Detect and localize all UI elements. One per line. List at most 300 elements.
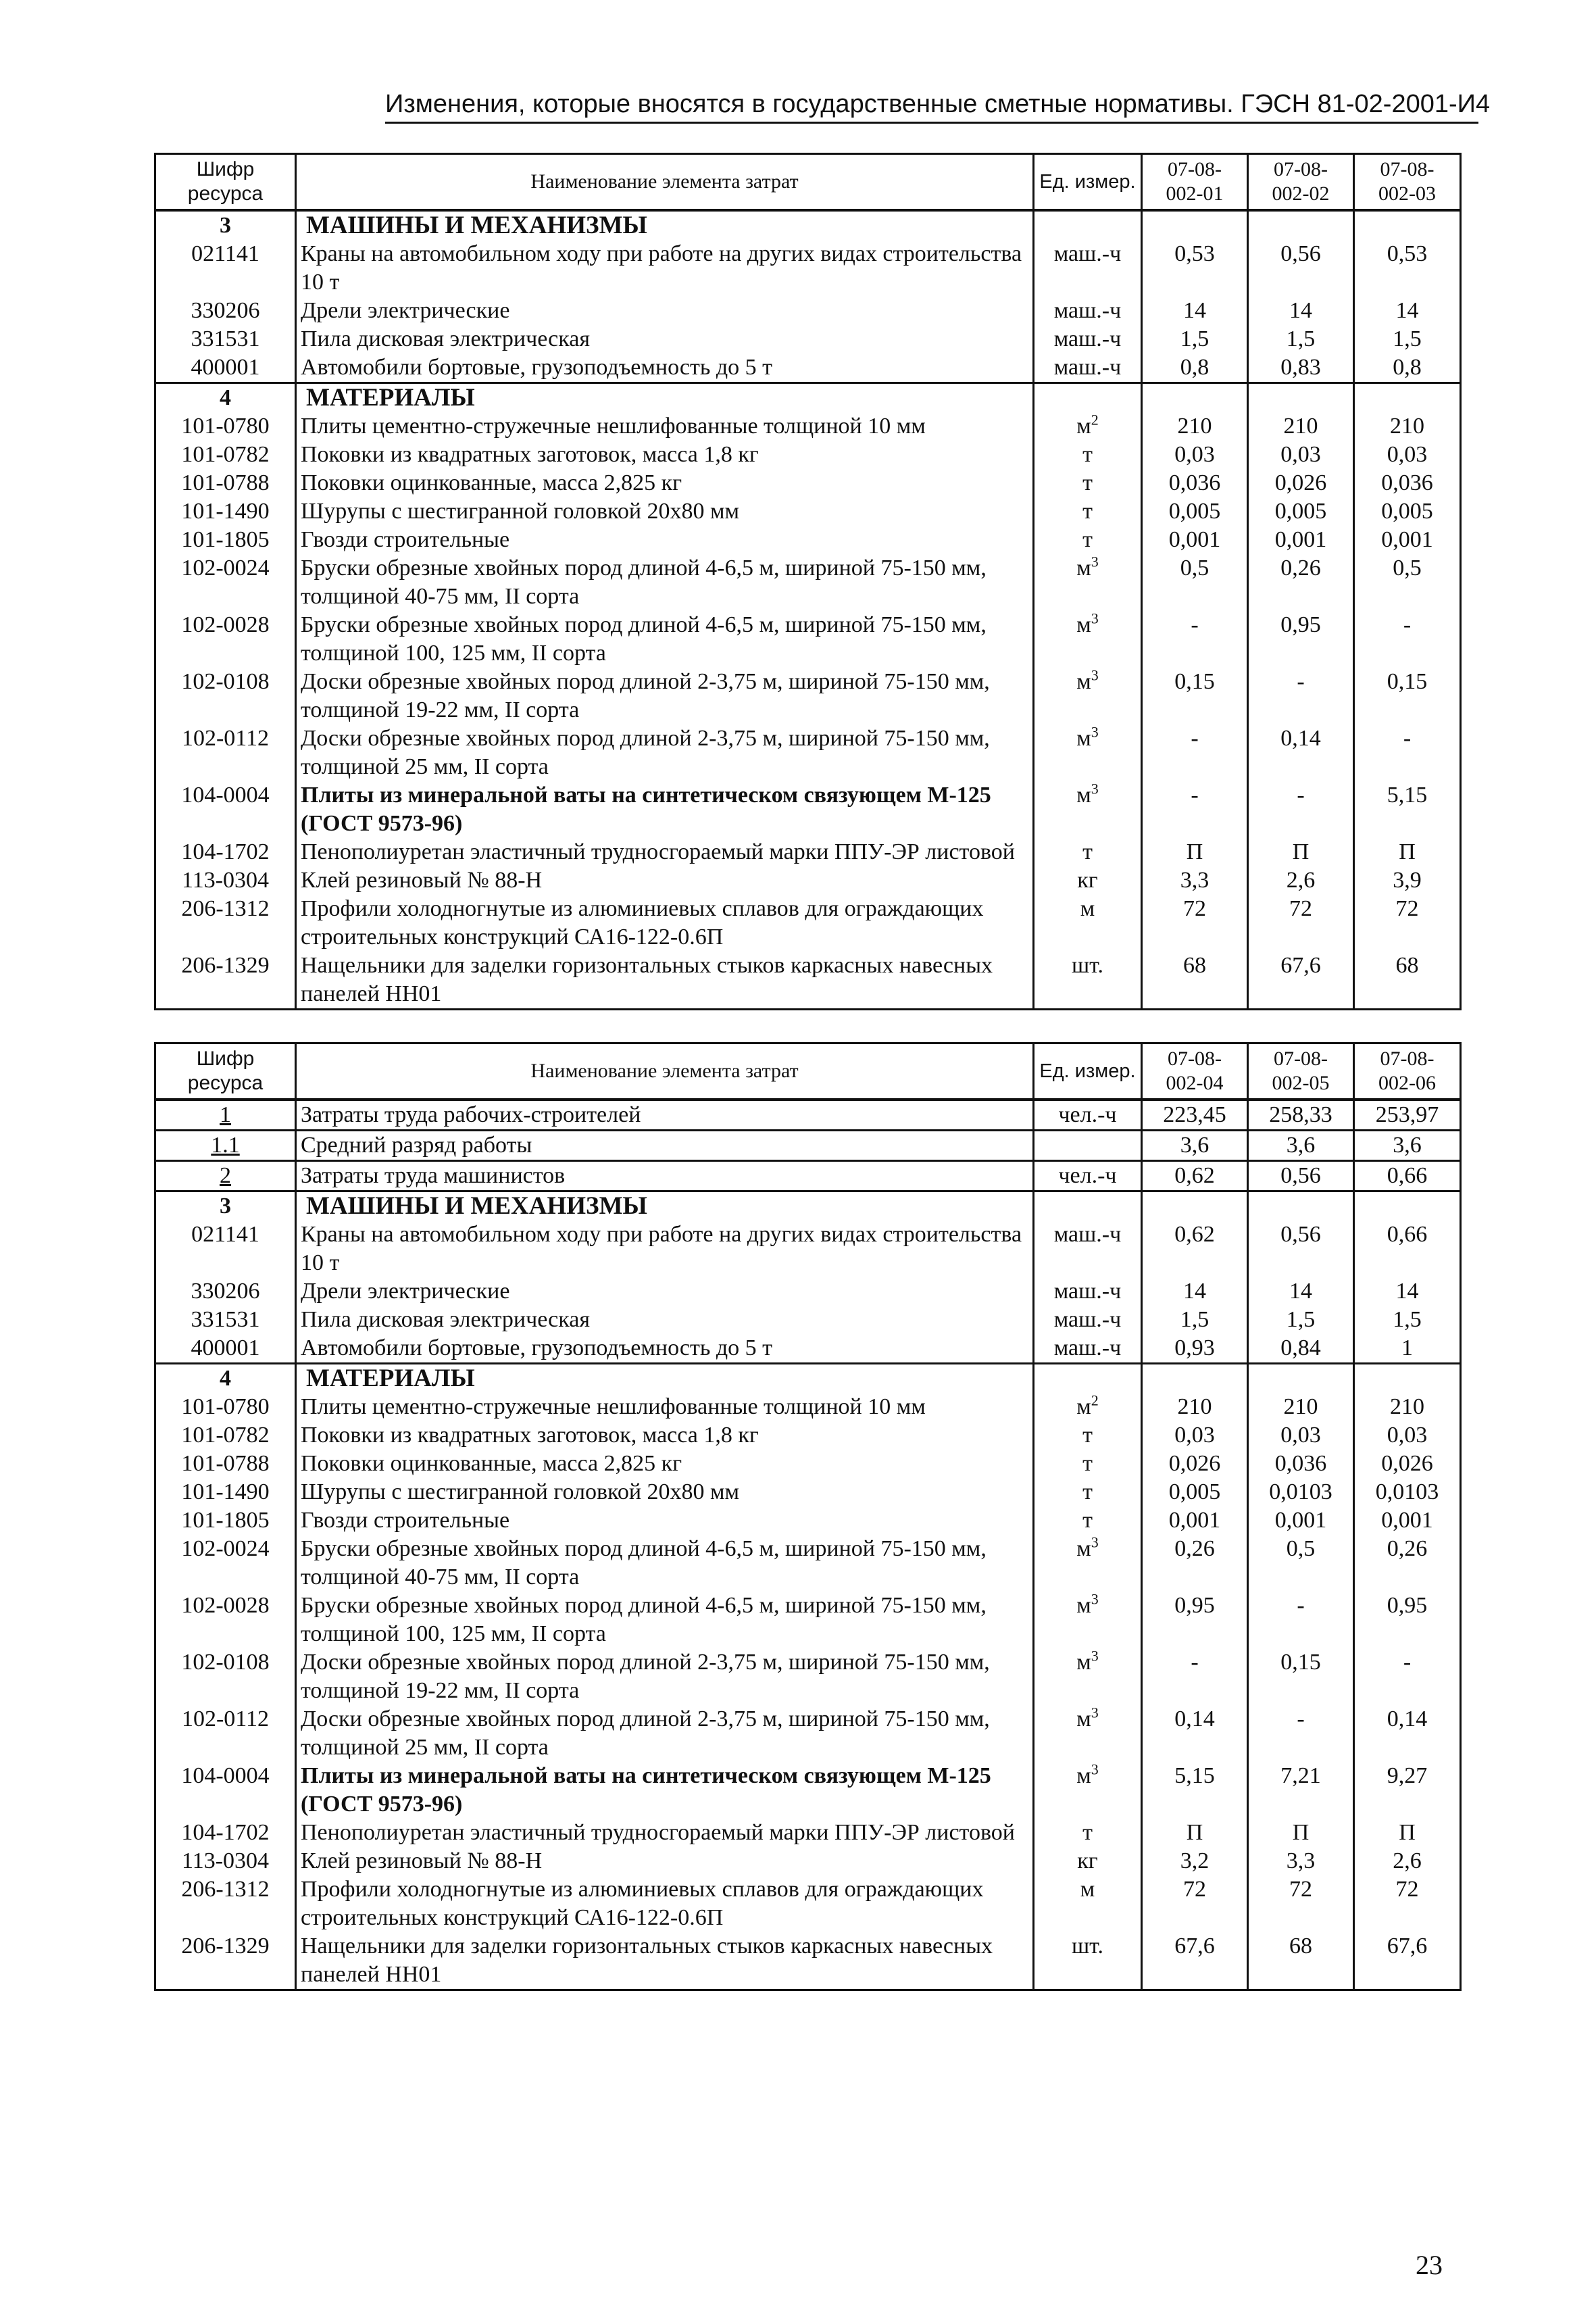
col-norm-header: 07-08- 002-06 bbox=[1354, 1043, 1461, 1100]
table-row bbox=[155, 724, 1461, 781]
section-row bbox=[155, 1364, 1461, 1394]
table-row bbox=[155, 1161, 1461, 1191]
unit-of-measure: т bbox=[1034, 526, 1142, 554]
table-row bbox=[155, 1705, 1461, 1762]
norm-value: 0,03 bbox=[1354, 441, 1461, 469]
norm-value: 0,56 bbox=[1248, 240, 1354, 297]
table-row bbox=[155, 1535, 1461, 1592]
norm-value: 1,5 bbox=[1354, 1306, 1461, 1334]
resource-code: 021141 bbox=[155, 240, 296, 297]
section-row bbox=[155, 1191, 1461, 1221]
norm-value: 72 bbox=[1354, 1875, 1461, 1932]
unit-of-measure: чел.-ч bbox=[1034, 1100, 1142, 1131]
table-header bbox=[155, 154, 1461, 211]
norm-value: 68 bbox=[1354, 952, 1461, 1010]
table-row bbox=[155, 866, 1461, 895]
norm-value: - bbox=[1354, 1648, 1461, 1705]
norm-value: 0,8 bbox=[1142, 353, 1248, 383]
unit-of-measure: чел.-ч bbox=[1034, 1161, 1142, 1191]
table-row bbox=[155, 412, 1461, 441]
cost-element-name: Бруски обрезные хвойных пород длиной 4-6,5 м, шириной 75-150 мм, толщиной 40-75 мм, II сорта bbox=[296, 554, 1034, 611]
cost-element-name: Плиты из минеральной ваты на синтетическом связующем М-125 (ГОСТ 9573-96) bbox=[296, 1762, 1034, 1819]
norm-value: 210 bbox=[1248, 412, 1354, 441]
cost-element-name: Плиты цементно-стружечные нешлифованные толщиной 10 мм bbox=[296, 1393, 1034, 1421]
col-code-header: Шифр ресурса bbox=[155, 1043, 296, 1100]
section-title: МАТЕРИАЛЫ bbox=[296, 383, 1034, 413]
norm-value: 3,3 bbox=[1248, 1847, 1354, 1875]
cost-element-name: Доски обрезные хвойных пород длиной 2-3,75 м, шириной 75-150 мм, толщиной 25 мм, II сорта bbox=[296, 724, 1034, 781]
cost-element-name: Автомобили бортовые, грузоподъемность до 5 т bbox=[296, 353, 1034, 383]
cost-element-name: Гвозди строительные bbox=[296, 1506, 1034, 1535]
resource-code: 102-0108 bbox=[155, 1648, 296, 1705]
norm-value: 0,03 bbox=[1248, 1421, 1354, 1450]
norm-value: 0,84 bbox=[1248, 1334, 1354, 1364]
resource-code: 101-0788 bbox=[155, 1450, 296, 1478]
table-row bbox=[155, 297, 1461, 325]
table-row bbox=[155, 526, 1461, 554]
unit-of-measure: т bbox=[1034, 469, 1142, 497]
norm-value: 14 bbox=[1354, 297, 1461, 325]
cost-element-name: Плиты из минеральной ваты на синтетическом связующем М-125 (ГОСТ 9573-96) bbox=[296, 781, 1034, 838]
norm-value bbox=[1142, 383, 1248, 413]
norm-value: - bbox=[1354, 724, 1461, 781]
norm-value: 68 bbox=[1248, 1932, 1354, 1990]
table-row bbox=[155, 1875, 1461, 1932]
norm-value: 14 bbox=[1354, 1277, 1461, 1306]
norm-value bbox=[1248, 383, 1354, 413]
norm-value: - bbox=[1142, 1648, 1248, 1705]
cost-element-name: Дрели электрические bbox=[296, 1277, 1034, 1306]
unit-of-measure bbox=[1034, 1131, 1142, 1161]
norm-value: 3,6 bbox=[1248, 1131, 1354, 1161]
resource-table-1 bbox=[154, 153, 1462, 1010]
col-norm-header: 07-08- 002-04 bbox=[1142, 1043, 1248, 1100]
norm-value: 14 bbox=[1248, 1277, 1354, 1306]
table-body bbox=[155, 1100, 1461, 1990]
norm-value: П bbox=[1248, 1819, 1354, 1847]
norm-value: 0,001 bbox=[1142, 526, 1248, 554]
norm-value: 0,001 bbox=[1354, 1506, 1461, 1535]
norm-value: 0,005 bbox=[1354, 497, 1461, 526]
table-row bbox=[155, 353, 1461, 383]
table-row bbox=[155, 1819, 1461, 1847]
norm-value: 0,15 bbox=[1354, 668, 1461, 724]
resource-code: 101-0780 bbox=[155, 1393, 296, 1421]
table-row bbox=[155, 325, 1461, 353]
norm-value: - bbox=[1142, 724, 1248, 781]
unit-of-measure: кг bbox=[1034, 866, 1142, 895]
unit-of-measure: т bbox=[1034, 1450, 1142, 1478]
unit-of-measure: шт. bbox=[1034, 952, 1142, 1010]
norm-value: 0,036 bbox=[1248, 1450, 1354, 1478]
norm-value: 1,5 bbox=[1142, 1306, 1248, 1334]
norm-value: 1,5 bbox=[1354, 325, 1461, 353]
norm-value: 72 bbox=[1142, 1875, 1248, 1932]
resource-code: 4 bbox=[155, 1364, 296, 1394]
norm-value bbox=[1248, 210, 1354, 240]
unit-of-measure: $м^2$ bbox=[1034, 412, 1142, 441]
resource-code: 331531 bbox=[155, 325, 296, 353]
unit-of-measure: т bbox=[1034, 1478, 1142, 1506]
cost-element-name: Поковки оцинкованные, масса 2,825 кг bbox=[296, 469, 1034, 497]
norm-value: 72 bbox=[1248, 895, 1354, 952]
resource-code: 101-0782 bbox=[155, 441, 296, 469]
norm-value: 210 bbox=[1354, 1393, 1461, 1421]
table-row bbox=[155, 1648, 1461, 1705]
norm-value: - bbox=[1248, 1592, 1354, 1648]
cost-element-name: Дрели электрические bbox=[296, 297, 1034, 325]
col-norm-header: 07-08- 002-02 bbox=[1248, 154, 1354, 211]
col-norm-header: 07-08- 002-03 bbox=[1354, 154, 1461, 211]
norm-value bbox=[1248, 1364, 1354, 1394]
cost-element-name: Поковки из квадратных заготовок, масса 1,8 кг bbox=[296, 441, 1034, 469]
norm-value: 0,026 bbox=[1142, 1450, 1248, 1478]
col-norm-header: 07-08- 002-05 bbox=[1248, 1043, 1354, 1100]
norm-value: 0,66 bbox=[1354, 1161, 1461, 1191]
norm-value: 0,95 bbox=[1248, 611, 1354, 668]
norm-value: 0,03 bbox=[1142, 1421, 1248, 1450]
resource-code: 206-1312 bbox=[155, 1875, 296, 1932]
section-title: МАШИНЫ И МЕХАНИЗМЫ bbox=[296, 1191, 1034, 1221]
table-row bbox=[155, 611, 1461, 668]
norm-value: 0,036 bbox=[1354, 469, 1461, 497]
norm-value: 72 bbox=[1248, 1875, 1354, 1932]
unit-of-measure bbox=[1034, 1191, 1142, 1221]
unit-of-measure: $м^3$ bbox=[1034, 1705, 1142, 1762]
unit-of-measure: $м^3$ bbox=[1034, 781, 1142, 838]
norm-value: 0,83 bbox=[1248, 353, 1354, 383]
resource-code: 1 bbox=[155, 1100, 296, 1131]
norm-value: 0,036 bbox=[1142, 469, 1248, 497]
norm-value: 3,3 bbox=[1142, 866, 1248, 895]
resource-code: 104-0004 bbox=[155, 1762, 296, 1819]
col-code-header: Шифр ресурса bbox=[155, 154, 296, 211]
norm-value: П bbox=[1354, 1819, 1461, 1847]
resource-code: 101-1490 bbox=[155, 1478, 296, 1506]
cost-element-name: Поковки оцинкованные, масса 2,825 кг bbox=[296, 1450, 1034, 1478]
norm-value: 3,6 bbox=[1354, 1131, 1461, 1161]
resource-code: 3 bbox=[155, 210, 296, 240]
table-row bbox=[155, 1306, 1461, 1334]
cost-element-name: Бруски обрезные хвойных пород длиной 4-6,5 м, шириной 75-150 мм, толщиной 40-75 мм, II сорта bbox=[296, 1535, 1034, 1592]
norm-value: 0,53 bbox=[1142, 240, 1248, 297]
cost-element-name: Автомобили бортовые, грузоподъемность до 5 т bbox=[296, 1334, 1034, 1364]
resource-code: 4 bbox=[155, 383, 296, 413]
col-unit-header: Ед. измер. bbox=[1034, 1043, 1142, 1100]
norm-value: 0,026 bbox=[1354, 1450, 1461, 1478]
norm-value bbox=[1142, 1191, 1248, 1221]
norm-value: П bbox=[1142, 838, 1248, 866]
table-header bbox=[155, 1043, 1461, 1100]
page-number: 23 bbox=[1416, 2250, 1443, 2280]
unit-of-measure: $м^3$ bbox=[1034, 1762, 1142, 1819]
norm-value: 2,6 bbox=[1248, 866, 1354, 895]
resource-table-2 bbox=[154, 1042, 1462, 1991]
page-header: Изменения, которые вносятся в государственные сметные нормативы. ГЭСН 81-02-2001-И4 bbox=[385, 90, 1491, 118]
unit-of-measure: $м^2$ bbox=[1034, 1393, 1142, 1421]
norm-value: 7,21 bbox=[1248, 1762, 1354, 1819]
table-row bbox=[155, 838, 1461, 866]
norm-value: 0,8 bbox=[1354, 353, 1461, 383]
norm-value: 253,97 bbox=[1354, 1100, 1461, 1131]
resource-code: 113-0304 bbox=[155, 866, 296, 895]
cost-element-name: Гвозди строительные bbox=[296, 526, 1034, 554]
norm-value bbox=[1142, 1364, 1248, 1394]
norm-value: 0,15 bbox=[1248, 1648, 1354, 1705]
resource-code: 102-0028 bbox=[155, 1592, 296, 1648]
unit-of-measure: маш.-ч bbox=[1034, 240, 1142, 297]
norm-value: 0,001 bbox=[1248, 1506, 1354, 1535]
table-row bbox=[155, 1450, 1461, 1478]
unit-of-measure: маш.-ч bbox=[1034, 1306, 1142, 1334]
norm-value: 68 bbox=[1142, 952, 1248, 1010]
unit-of-measure bbox=[1034, 383, 1142, 413]
table-row bbox=[155, 1131, 1461, 1161]
cost-element-name: Затраты труда рабочих-строителей bbox=[296, 1100, 1034, 1131]
norm-value: 0,56 bbox=[1248, 1161, 1354, 1191]
cost-element-name: Профили холодногнутые из алюминиевых сплавов для ограждающих строительных конструкций СА16-122-0.6П bbox=[296, 1875, 1034, 1932]
unit-of-measure: т bbox=[1034, 1506, 1142, 1535]
norm-value bbox=[1354, 210, 1461, 240]
norm-value: - bbox=[1248, 781, 1354, 838]
norm-value: 0,62 bbox=[1142, 1221, 1248, 1277]
norm-value bbox=[1248, 1191, 1354, 1221]
resource-code: 101-0780 bbox=[155, 412, 296, 441]
resource-code: 400001 bbox=[155, 353, 296, 383]
unit-of-measure: кг bbox=[1034, 1847, 1142, 1875]
unit-of-measure: $м^3$ bbox=[1034, 554, 1142, 611]
cost-element-name: Пенополиуретан эластичный трудносгораемый марки ППУ-ЭР листовой bbox=[296, 1819, 1034, 1847]
unit-of-measure: м bbox=[1034, 1875, 1142, 1932]
table-row bbox=[155, 469, 1461, 497]
table-row bbox=[155, 1277, 1461, 1306]
norm-value: 210 bbox=[1248, 1393, 1354, 1421]
norm-value: 67,6 bbox=[1248, 952, 1354, 1010]
norm-value: 0,026 bbox=[1248, 469, 1354, 497]
norm-value: 14 bbox=[1142, 1277, 1248, 1306]
norm-value: 2,6 bbox=[1354, 1847, 1461, 1875]
norm-value: 0,0103 bbox=[1354, 1478, 1461, 1506]
cost-element-name: Профили холодногнутые из алюминиевых сплавов для ограждающих строительных конструкций СА16-122-0.6П bbox=[296, 895, 1034, 952]
norm-value bbox=[1354, 1191, 1461, 1221]
norm-value: П bbox=[1354, 838, 1461, 866]
norm-value: 3,9 bbox=[1354, 866, 1461, 895]
norm-value: 0,5 bbox=[1248, 1535, 1354, 1592]
cost-element-name: Шурупы с шестигранной головкой 20х80 мм bbox=[296, 1478, 1034, 1506]
norm-value: 1,5 bbox=[1248, 1306, 1354, 1334]
cost-element-name: Бруски обрезные хвойных пород длиной 4-6,5 м, шириной 75-150 мм, толщиной 100, 125 мм, II сорта bbox=[296, 1592, 1034, 1648]
norm-value: 67,6 bbox=[1354, 1932, 1461, 1990]
resource-code: 104-1702 bbox=[155, 838, 296, 866]
resource-code: 113-0304 bbox=[155, 1847, 296, 1875]
norm-value: 258,33 bbox=[1248, 1100, 1354, 1131]
cost-element-name: Краны на автомобильном ходу при работе на других видах строительства 10 т bbox=[296, 1221, 1034, 1277]
cost-element-name: Клей резиновый № 88-Н bbox=[296, 866, 1034, 895]
resource-code: 206-1329 bbox=[155, 952, 296, 1010]
table-row bbox=[155, 497, 1461, 526]
section-row bbox=[155, 383, 1461, 413]
table-row bbox=[155, 1334, 1461, 1364]
unit-of-measure bbox=[1034, 210, 1142, 240]
norm-value: 0,03 bbox=[1354, 1421, 1461, 1450]
table-row bbox=[155, 1221, 1461, 1277]
norm-value: 0,95 bbox=[1142, 1592, 1248, 1648]
norm-value bbox=[1354, 1364, 1461, 1394]
norm-value: 67,6 bbox=[1142, 1932, 1248, 1990]
unit-of-measure: $м^3$ bbox=[1034, 1592, 1142, 1648]
norm-value: - bbox=[1142, 781, 1248, 838]
table-row bbox=[155, 240, 1461, 297]
resource-code: 102-0108 bbox=[155, 668, 296, 724]
norm-value bbox=[1142, 210, 1248, 240]
unit-of-measure: маш.-ч bbox=[1034, 1334, 1142, 1364]
table-row bbox=[155, 1100, 1461, 1131]
cost-element-name: Поковки из квадратных заготовок, масса 1,8 кг bbox=[296, 1421, 1034, 1450]
unit-of-measure: маш.-ч bbox=[1034, 353, 1142, 383]
norm-value: 3,6 bbox=[1142, 1131, 1248, 1161]
norm-value: 0,93 bbox=[1142, 1334, 1248, 1364]
norm-value: 1 bbox=[1354, 1334, 1461, 1364]
norm-value: 0,001 bbox=[1354, 526, 1461, 554]
norm-value: - bbox=[1354, 611, 1461, 668]
col-name-header: Наименование элемента затрат bbox=[296, 154, 1034, 211]
cost-element-name: Доски обрезные хвойных пород длиной 2-3,75 м, шириной 75-150 мм, толщиной 19-22 мм, II сорта bbox=[296, 1648, 1034, 1705]
resource-code: 101-0782 bbox=[155, 1421, 296, 1450]
resource-code: 101-1490 bbox=[155, 497, 296, 526]
resource-code: 3 bbox=[155, 1191, 296, 1221]
resource-code: 101-0788 bbox=[155, 469, 296, 497]
cost-element-name: Нащельники для заделки горизонтальных стыков каркасных навесных панелей НН01 bbox=[296, 1932, 1034, 1990]
norm-value: 5,15 bbox=[1354, 781, 1461, 838]
resource-code: 206-1329 bbox=[155, 1932, 296, 1990]
resource-code: 330206 bbox=[155, 1277, 296, 1306]
unit-of-measure: т bbox=[1034, 1819, 1142, 1847]
resource-code: 102-0024 bbox=[155, 554, 296, 611]
norm-value: 72 bbox=[1354, 895, 1461, 952]
cost-element-name: Клей резиновый № 88-Н bbox=[296, 1847, 1034, 1875]
resource-code: 102-0112 bbox=[155, 724, 296, 781]
norm-value: 0,5 bbox=[1354, 554, 1461, 611]
resource-code: 1.1 bbox=[155, 1131, 296, 1161]
norm-value: 14 bbox=[1142, 297, 1248, 325]
norm-value: 3,2 bbox=[1142, 1847, 1248, 1875]
unit-of-measure: маш.-ч bbox=[1034, 297, 1142, 325]
unit-of-measure bbox=[1034, 1364, 1142, 1394]
unit-of-measure: $м^3$ bbox=[1034, 1535, 1142, 1592]
norm-value: 72 bbox=[1142, 895, 1248, 952]
cost-element-name: Затраты труда машинистов bbox=[296, 1161, 1034, 1191]
unit-of-measure: маш.-ч bbox=[1034, 325, 1142, 353]
table-row bbox=[155, 441, 1461, 469]
norm-value: 0,005 bbox=[1142, 1478, 1248, 1506]
unit-of-measure: т bbox=[1034, 497, 1142, 526]
unit-of-measure: $м^3$ bbox=[1034, 668, 1142, 724]
norm-value: 1,5 bbox=[1142, 325, 1248, 353]
table-row bbox=[155, 895, 1461, 952]
unit-of-measure: маш.-ч bbox=[1034, 1221, 1142, 1277]
norm-value: - bbox=[1142, 611, 1248, 668]
norm-value: 210 bbox=[1354, 412, 1461, 441]
resource-code: 102-0112 bbox=[155, 1705, 296, 1762]
norm-value: - bbox=[1248, 1705, 1354, 1762]
table-row bbox=[155, 1932, 1461, 1990]
norm-value: 0,005 bbox=[1248, 497, 1354, 526]
table-row bbox=[155, 1421, 1461, 1450]
cost-element-name: Доски обрезные хвойных пород длиной 2-3,75 м, шириной 75-150 мм, толщиной 25 мм, II сорта bbox=[296, 1705, 1034, 1762]
table-row bbox=[155, 668, 1461, 724]
resource-code: 400001 bbox=[155, 1334, 296, 1364]
cost-element-name: Бруски обрезные хвойных пород длиной 4-6,5 м, шириной 75-150 мм, толщиной 100, 125 мм, II сорта bbox=[296, 611, 1034, 668]
norm-value: 0,15 bbox=[1142, 668, 1248, 724]
table-body bbox=[155, 210, 1461, 1010]
table-row bbox=[155, 1592, 1461, 1648]
cost-element-name: Средний разряд работы bbox=[296, 1131, 1034, 1161]
norm-value: 0,56 bbox=[1248, 1221, 1354, 1277]
norm-value: П bbox=[1248, 838, 1354, 866]
table-row bbox=[155, 1762, 1461, 1819]
col-norm-header: 07-08- 002-01 bbox=[1142, 154, 1248, 211]
norm-value: 9,27 bbox=[1354, 1762, 1461, 1819]
norm-value: - bbox=[1248, 668, 1354, 724]
norm-value: 1,5 bbox=[1248, 325, 1354, 353]
norm-value: 0,62 bbox=[1142, 1161, 1248, 1191]
resource-code: 331531 bbox=[155, 1306, 296, 1334]
table-row bbox=[155, 1847, 1461, 1875]
resource-code: 021141 bbox=[155, 1221, 296, 1277]
section-row bbox=[155, 210, 1461, 240]
resource-code: 104-1702 bbox=[155, 1819, 296, 1847]
resource-code: 2 bbox=[155, 1161, 296, 1191]
norm-value: 0,005 bbox=[1142, 497, 1248, 526]
norm-value: 223,45 bbox=[1142, 1100, 1248, 1131]
cost-element-name: Доски обрезные хвойных пород длиной 2-3,75 м, шириной 75-150 мм, толщиной 19-22 мм, II сорта bbox=[296, 668, 1034, 724]
cost-element-name: Краны на автомобильном ходу при работе на других видах строительства 10 т bbox=[296, 240, 1034, 297]
cost-element-name: Пенополиуретан эластичный трудносгораемый марки ППУ-ЭР листовой bbox=[296, 838, 1034, 866]
cost-element-name: Плиты цементно-стружечные нешлифованные толщиной 10 мм bbox=[296, 412, 1034, 441]
unit-of-measure: т bbox=[1034, 838, 1142, 866]
norm-value: 0,26 bbox=[1354, 1535, 1461, 1592]
col-name-header: Наименование элемента затрат bbox=[296, 1043, 1034, 1100]
norm-value: 0,0103 bbox=[1248, 1478, 1354, 1506]
resource-code: 104-0004 bbox=[155, 781, 296, 838]
norm-value: 0,66 bbox=[1354, 1221, 1461, 1277]
norm-value: 210 bbox=[1142, 412, 1248, 441]
unit-of-measure: т bbox=[1034, 441, 1142, 469]
norm-value: 0,14 bbox=[1354, 1705, 1461, 1762]
cost-element-name: Шурупы с шестигранной головкой 20х80 мм bbox=[296, 497, 1034, 526]
unit-of-measure: м bbox=[1034, 895, 1142, 952]
unit-of-measure: $м^3$ bbox=[1034, 724, 1142, 781]
norm-value: 0,53 bbox=[1354, 240, 1461, 297]
norm-value: 0,95 bbox=[1354, 1592, 1461, 1648]
cost-element-name: Пила дисковая электрическая bbox=[296, 325, 1034, 353]
unit-of-measure: шт. bbox=[1034, 1932, 1142, 1990]
norm-value: 0,001 bbox=[1248, 526, 1354, 554]
norm-value: 0,14 bbox=[1248, 724, 1354, 781]
section-title: МАШИНЫ И МЕХАНИЗМЫ bbox=[296, 210, 1034, 240]
norm-value: 0,26 bbox=[1248, 554, 1354, 611]
norm-value: 0,03 bbox=[1248, 441, 1354, 469]
table-row bbox=[155, 554, 1461, 611]
norm-value: П bbox=[1142, 1819, 1248, 1847]
unit-of-measure: $м^3$ bbox=[1034, 611, 1142, 668]
table-row bbox=[155, 952, 1461, 1010]
resource-code: 101-1805 bbox=[155, 1506, 296, 1535]
header-rule bbox=[385, 122, 1478, 124]
norm-value: 0,001 bbox=[1142, 1506, 1248, 1535]
col-unit-header: Ед. измер. bbox=[1034, 154, 1142, 211]
resource-code: 330206 bbox=[155, 297, 296, 325]
